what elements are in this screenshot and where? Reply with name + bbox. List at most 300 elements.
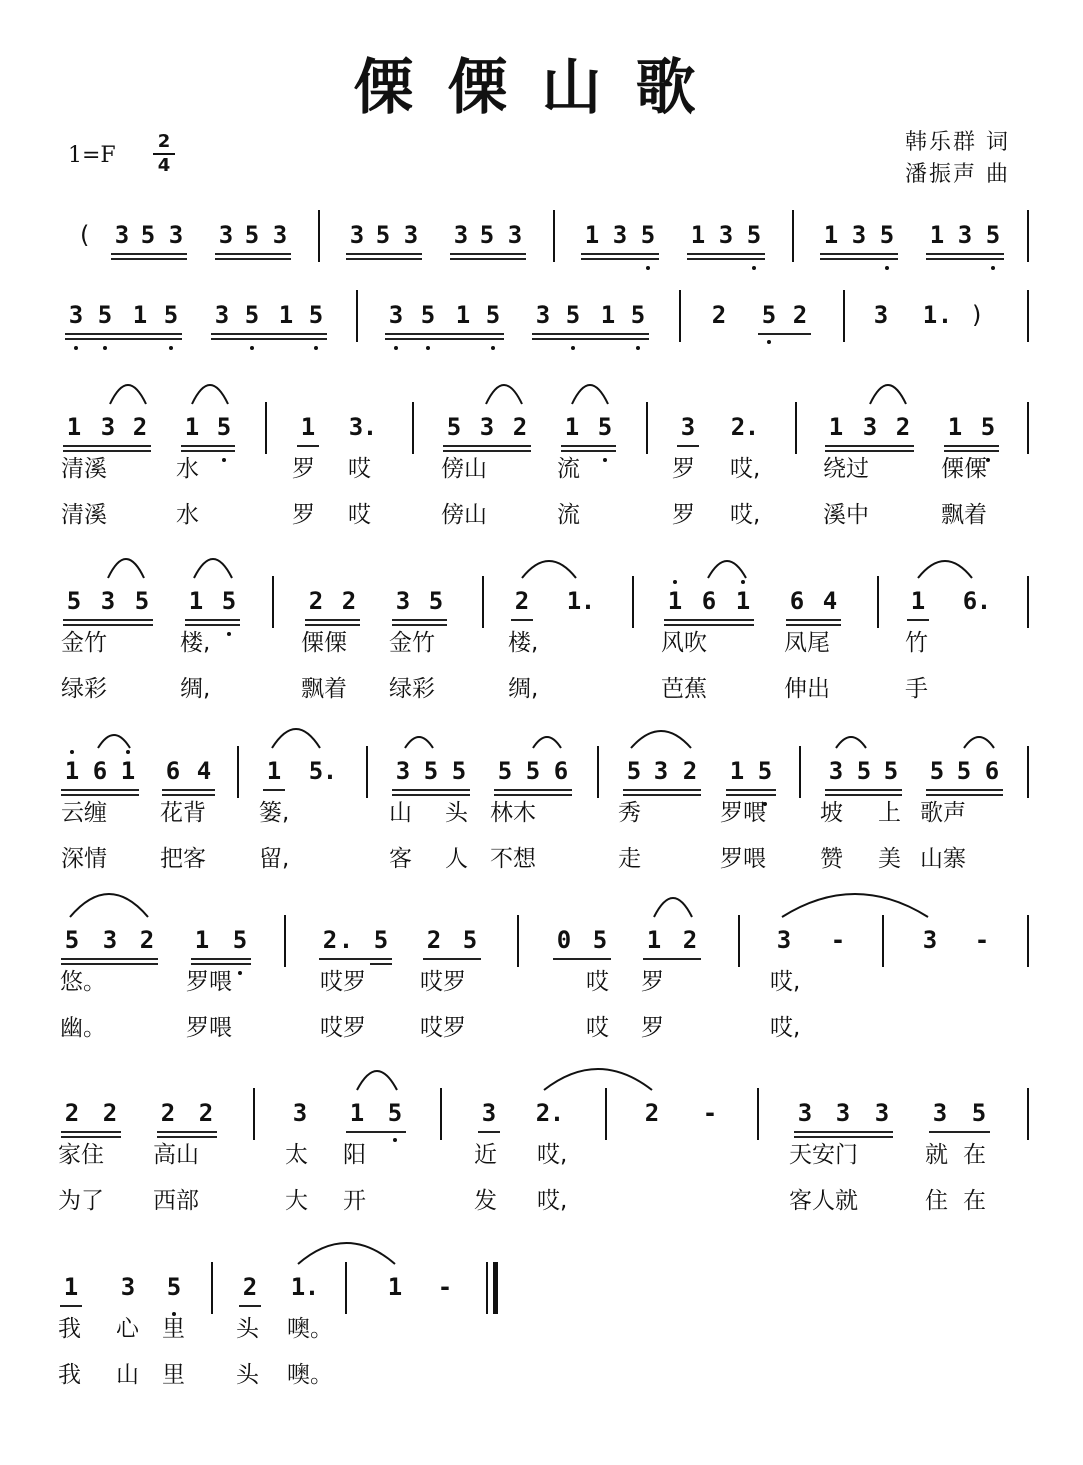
parenthesis: ) (972, 301, 982, 329)
barline (799, 746, 801, 798)
note: 3 (348, 413, 364, 441)
lyric-word: 绸, (180, 676, 211, 702)
note: 1 (910, 587, 926, 615)
note: 5 (446, 413, 462, 441)
beam (61, 958, 158, 960)
lyric-word: 金竹 (61, 630, 107, 656)
note: 1 (63, 1273, 79, 1301)
barline (1027, 746, 1029, 798)
note: 6 (165, 757, 181, 785)
barline (877, 576, 879, 628)
note: 5 (428, 587, 444, 615)
note: 3 (403, 221, 419, 249)
note: 5 (420, 301, 436, 329)
beam (63, 624, 153, 626)
beam (825, 794, 902, 796)
lyric-word: 留, (259, 846, 290, 872)
lyrics-verse-2 (0, 500, 1083, 530)
note: 5 (980, 413, 996, 441)
lyric-word: 罗 (292, 502, 315, 528)
note: 3 (114, 221, 130, 249)
beam (392, 624, 447, 626)
note: 3 (535, 301, 551, 329)
note: 3 (168, 221, 184, 249)
beam (926, 253, 1004, 255)
beam (61, 1136, 121, 1138)
beam (758, 333, 811, 335)
note: 6 (553, 757, 569, 785)
lyricist-credit: 韩乐群 词 (905, 130, 1010, 155)
lyric-word: 哎罗 (320, 969, 366, 995)
time-denominator: 4 (157, 155, 171, 176)
beam (794, 1131, 893, 1133)
note: 5 (308, 757, 324, 785)
barline (597, 746, 599, 798)
beam (443, 445, 531, 447)
note: . (580, 587, 596, 615)
note: 3 (453, 221, 469, 249)
lyric-word: 哎 (586, 1015, 609, 1041)
note: 3 (922, 926, 938, 954)
note: 2 (426, 926, 442, 954)
time-numerator: 2 (157, 131, 171, 152)
note: 5 (140, 221, 156, 249)
lyric-word: 哎, (770, 1015, 801, 1041)
note: 5 (451, 757, 467, 785)
lyric-word: 我 (58, 1316, 81, 1342)
lyric-word: 走 (618, 846, 641, 872)
barline (632, 576, 634, 628)
lyric-word: 水 (176, 502, 199, 528)
barline (1027, 402, 1029, 454)
beam (162, 789, 215, 791)
lyric-word: 傈傈 (301, 630, 347, 656)
lyrics-verse-1 (0, 798, 1083, 828)
slur (544, 1068, 652, 1092)
beam (385, 338, 504, 340)
note: 1 (266, 757, 282, 785)
barline (882, 915, 884, 967)
note: 3 (835, 1099, 851, 1127)
note: 5 (216, 413, 232, 441)
lyrics-verse-1 (0, 1140, 1083, 1170)
barline (211, 1262, 213, 1314)
lyrics-verse-1 (0, 1314, 1083, 1344)
lyric-word: 罗喂 (186, 969, 232, 995)
beam (926, 794, 1003, 796)
beam (346, 1131, 406, 1133)
lyric-word: 深情 (61, 846, 107, 872)
lyric-word: 噢。 (287, 1362, 333, 1388)
lyric-word: 流 (557, 456, 580, 482)
note: 3 (797, 1099, 813, 1127)
low-octave-dot (885, 266, 889, 270)
slur (357, 1070, 397, 1092)
slur (194, 558, 232, 580)
note: 2 (322, 926, 338, 954)
lyric-word: 哎, (730, 456, 761, 482)
note: 3 (218, 221, 234, 249)
note: 3 (680, 413, 696, 441)
barline (1027, 290, 1029, 342)
barline (757, 1088, 759, 1140)
low-octave-dot (314, 346, 318, 350)
note: 2 (514, 587, 530, 615)
note: 1 (194, 926, 210, 954)
note: 1 (278, 301, 294, 329)
slur (533, 736, 561, 750)
note: 1 (729, 757, 745, 785)
lyric-word: 家住 (58, 1142, 104, 1168)
lyric-word: 竹 (905, 630, 928, 656)
note: 5 (757, 757, 773, 785)
beam (820, 253, 898, 255)
beam (63, 619, 153, 621)
slur (486, 384, 522, 406)
lyric-word: 罗 (672, 502, 695, 528)
low-octave-dot (752, 266, 756, 270)
note: . (937, 301, 953, 329)
slur (918, 560, 972, 580)
note: 1 (929, 221, 945, 249)
note: 5 (244, 221, 260, 249)
lyric-word: 客人就 (789, 1188, 858, 1214)
slur (522, 560, 576, 580)
beam (553, 958, 611, 960)
note: 3 (776, 926, 792, 954)
barline (265, 402, 267, 454)
note: . (338, 926, 354, 954)
beam (494, 794, 572, 796)
beam (786, 624, 841, 626)
beam (581, 253, 659, 255)
beam (907, 619, 929, 621)
note: 5 (626, 757, 642, 785)
beam (297, 445, 319, 447)
note: 2 (341, 587, 357, 615)
note: . (304, 1273, 320, 1301)
beam (443, 450, 531, 452)
final-barline-thick (493, 1262, 498, 1314)
beam (926, 258, 1004, 260)
barline (366, 746, 368, 798)
slur (272, 728, 320, 750)
note: 3 (507, 221, 523, 249)
beam (385, 333, 504, 335)
lyrics-verse-1 (0, 967, 1083, 997)
note: 4 (196, 757, 212, 785)
lyric-word: 芭蕉 (661, 676, 707, 702)
beam (687, 258, 765, 260)
lyric-word: 阳 (343, 1142, 366, 1168)
beam (392, 619, 447, 621)
note: 3 (612, 221, 628, 249)
barline (482, 576, 484, 628)
lyrics-verse-2 (0, 844, 1083, 874)
beam (423, 958, 481, 960)
note: 3 (873, 301, 889, 329)
note: 2 (64, 1099, 80, 1127)
note: 5 (66, 587, 82, 615)
note: 3 (957, 221, 973, 249)
note: 3 (120, 1273, 136, 1301)
slur (192, 384, 228, 406)
beam (926, 789, 1003, 791)
note: 3 (932, 1099, 948, 1127)
barline (253, 1088, 255, 1140)
lyric-word: 罗喂 (186, 1015, 232, 1041)
note: 3 (272, 221, 288, 249)
note: 1 (922, 301, 938, 329)
barline (345, 1262, 347, 1314)
lyric-word: 把客 (160, 846, 206, 872)
note: 5 (462, 926, 478, 954)
note: 1 (300, 413, 316, 441)
lyric-word: 坡 (820, 800, 843, 826)
note: 5 (883, 757, 899, 785)
low-octave-dot (394, 346, 398, 350)
lyric-word: 客 (389, 846, 412, 872)
beam (305, 624, 360, 626)
note: 5 (856, 757, 872, 785)
lyric-word: 里 (162, 1316, 185, 1342)
lyrics-verse-2 (0, 1013, 1083, 1043)
lyric-word: 上 (878, 800, 901, 826)
note: 2 (308, 587, 324, 615)
lyric-word: 罗 (641, 1015, 664, 1041)
note: 6 (701, 587, 717, 615)
note: 5 (375, 221, 391, 249)
beam (643, 958, 701, 960)
lyrics-verse-1 (0, 454, 1083, 484)
lyric-word: 秀 (618, 800, 641, 826)
note: 1 (184, 413, 200, 441)
note: - (702, 1099, 718, 1127)
lyric-word: 山 (116, 1362, 139, 1388)
note: 5 (134, 587, 150, 615)
lyric-word: 近 (474, 1142, 497, 1168)
lyric-word: 清溪 (61, 456, 107, 482)
slur (782, 893, 928, 919)
lyric-word: 幽。 (60, 1015, 106, 1041)
note: - (974, 926, 990, 954)
note: 5 (221, 587, 237, 615)
lyric-word: 太 (285, 1142, 308, 1168)
lyric-word: 傍山 (441, 456, 487, 482)
low-octave-dot (646, 266, 650, 270)
note: 2 (730, 413, 746, 441)
note: . (322, 757, 338, 785)
note: 2 (242, 1273, 258, 1301)
lyric-word: 开 (343, 1188, 366, 1214)
lyric-word: 哎罗 (420, 1015, 466, 1041)
note: 3 (395, 587, 411, 615)
lyric-word: 傍山 (441, 502, 487, 528)
beam (61, 794, 139, 796)
lyric-word: 悠。 (60, 969, 106, 995)
note: 5 (308, 301, 324, 329)
beam (162, 794, 215, 796)
beam (825, 789, 902, 791)
lyric-word: 绿彩 (61, 676, 107, 702)
lyric-word: 绿彩 (389, 676, 435, 702)
beam (63, 450, 151, 452)
low-octave-dot (636, 346, 640, 350)
beam (561, 450, 616, 452)
beam (305, 619, 360, 621)
lyric-word: 绕过 (823, 456, 869, 482)
beam (825, 450, 914, 452)
lyric-word: 哎 (348, 502, 371, 528)
note: 5 (232, 926, 248, 954)
barline (440, 1088, 442, 1140)
note: 1 (690, 221, 706, 249)
note: 1 (188, 587, 204, 615)
barline (605, 1088, 607, 1140)
lyric-word: 水 (176, 456, 199, 482)
lyric-word: 风吹 (661, 630, 707, 656)
slur (110, 384, 146, 406)
note: . (976, 587, 992, 615)
lyric-word: 山寨 (920, 846, 966, 872)
beam (581, 258, 659, 260)
beam (677, 445, 699, 447)
barline (486, 1262, 488, 1314)
low-octave-dot (103, 346, 107, 350)
lyric-word: 哎, (730, 502, 761, 528)
slur (98, 734, 130, 750)
slur (405, 736, 433, 750)
note: 3 (851, 221, 867, 249)
beam (61, 1131, 121, 1133)
beam (181, 445, 235, 447)
note: 3 (292, 1099, 308, 1127)
lyric-word: 人 (445, 846, 468, 872)
beam (450, 258, 526, 260)
slur (631, 730, 691, 750)
note: 4 (822, 587, 838, 615)
note: 3 (349, 221, 365, 249)
beam (185, 619, 240, 621)
note: 2 (160, 1099, 176, 1127)
note: 6 (92, 757, 108, 785)
prelude-line-1 (0, 220, 1083, 280)
beam (157, 1136, 217, 1138)
lyric-word: 不想 (490, 846, 536, 872)
note: 5 (985, 221, 1001, 249)
beam (511, 619, 533, 621)
note: 5 (97, 301, 113, 329)
beam (478, 1131, 500, 1133)
barline (356, 290, 358, 342)
lyric-word: 罗喂 (720, 846, 766, 872)
beam (215, 258, 291, 260)
high-octave-dot (70, 750, 74, 754)
lyric-word: 歌声 (920, 800, 966, 826)
barline (738, 915, 740, 967)
beam (191, 958, 251, 960)
beam (392, 794, 470, 796)
note: 3 (718, 221, 734, 249)
beam (63, 445, 151, 447)
note: 1 (132, 301, 148, 329)
note: 1 (947, 413, 963, 441)
lyric-word: 在 (963, 1142, 986, 1168)
barline (646, 402, 648, 454)
note: 2 (711, 301, 727, 329)
note: 5 (640, 221, 656, 249)
slur (964, 736, 994, 750)
beam (794, 1136, 893, 1138)
note: 3 (102, 926, 118, 954)
low-octave-dot (426, 346, 430, 350)
note: 3 (388, 301, 404, 329)
note: 1 (646, 926, 662, 954)
note: 3 (100, 587, 116, 615)
parenthesis: ( (80, 221, 90, 249)
note: 1 (455, 301, 471, 329)
note: 1 (290, 1273, 306, 1301)
beam (111, 258, 187, 260)
note: 5 (485, 301, 501, 329)
beam (623, 789, 701, 791)
barline (843, 290, 845, 342)
barline (679, 290, 681, 342)
beam (561, 445, 616, 447)
lyric-word: 楼, (508, 630, 539, 656)
beam (726, 789, 776, 791)
note: 2 (895, 413, 911, 441)
lyric-word: 罗 (292, 456, 315, 482)
beam (346, 258, 422, 260)
note: 5 (746, 221, 762, 249)
note: 1 (64, 757, 80, 785)
note: 5 (592, 926, 608, 954)
lyric-word: 为了 (58, 1188, 104, 1214)
low-octave-dot (250, 346, 254, 350)
lyric-word: 头 (236, 1362, 259, 1388)
note: 6 (962, 587, 978, 615)
beam (687, 253, 765, 255)
slur (572, 384, 608, 406)
lyric-word: 金竹 (389, 630, 435, 656)
note: 3 (862, 413, 878, 441)
low-octave-dot (991, 266, 995, 270)
beam (726, 794, 776, 796)
note: 2 (682, 757, 698, 785)
slur (870, 384, 906, 406)
barline (284, 915, 286, 967)
low-octave-dot (491, 346, 495, 350)
lyric-word: 云缠 (61, 800, 107, 826)
beam (211, 338, 327, 340)
lyric-word: 清溪 (61, 502, 107, 528)
note: 3 (828, 757, 844, 785)
lyric-word: 心 (116, 1316, 139, 1342)
low-octave-dot (571, 346, 575, 350)
lyric-word: 我 (58, 1362, 81, 1388)
lyric-word: 哎, (537, 1188, 568, 1214)
note: 3 (68, 301, 84, 329)
lyric-word: 伸出 (784, 676, 830, 702)
slur (654, 897, 692, 919)
barline (792, 210, 794, 262)
barline (795, 402, 797, 454)
note: 3 (214, 301, 230, 329)
note: - (830, 926, 846, 954)
slur (108, 558, 144, 580)
beam (60, 1305, 82, 1307)
